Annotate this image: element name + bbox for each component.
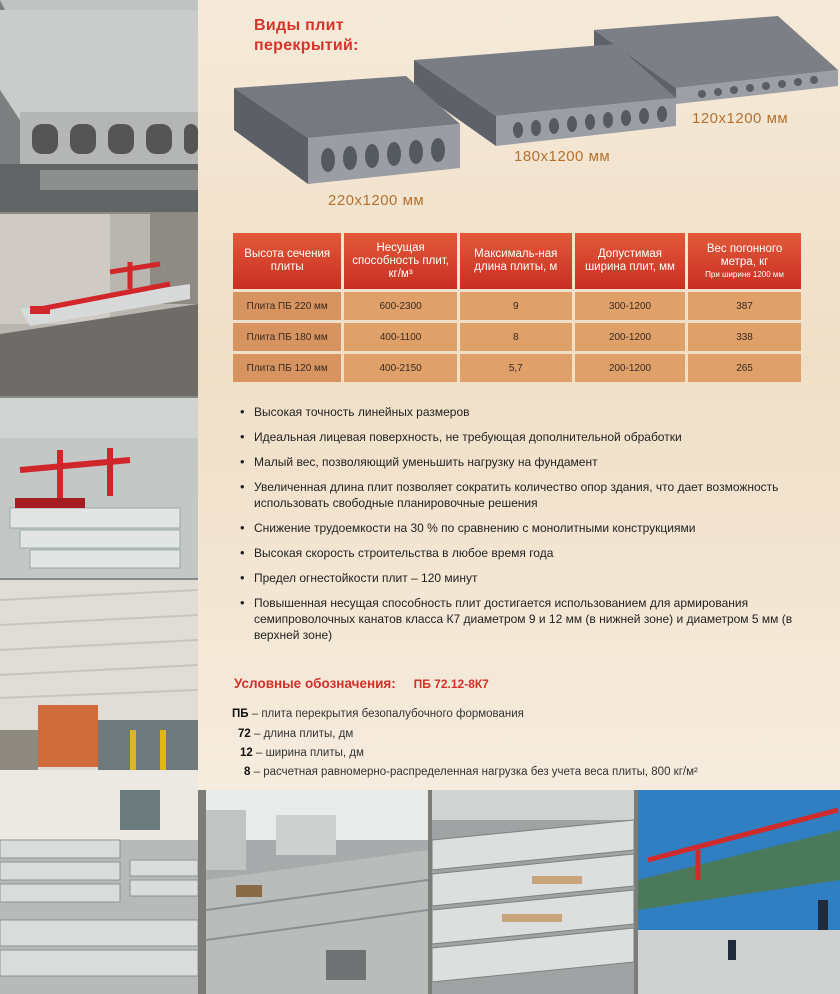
- list-item: • Идеальная лицевая поверхность, не требующая дополнительной обработки: [240, 429, 820, 445]
- photo-slab-stacks-yard: [0, 770, 198, 994]
- table-row: [233, 292, 801, 320]
- main-content: [198, 0, 840, 790]
- legend-heading: [234, 676, 489, 691]
- cell-length: 8: [460, 323, 572, 351]
- legend-text: – расчетная равномерно-распределенная нагрузка без учета веса плиты, 800 кг/м²: [250, 766, 698, 778]
- slab-label-220: 220x1200 мм: [328, 192, 425, 209]
- legend-item: [240, 747, 364, 759]
- cell-length: 9: [460, 292, 572, 320]
- table-row: [233, 354, 801, 382]
- title-line-1: Виды плит: [254, 17, 344, 34]
- cell-width: 200-1200: [575, 354, 685, 382]
- cell-weight: 265: [688, 354, 801, 382]
- spec-table: [230, 230, 804, 385]
- cell-name: Плита ПБ 120 мм: [233, 354, 341, 382]
- col-header-weight-label: Вес погонного метра, кг: [706, 242, 783, 268]
- list-item: • Снижение трудоемкости на 30 % по сравнению с монолитными конструкциями: [240, 520, 820, 536]
- cell-name: Плита ПБ 180 мм: [233, 323, 341, 351]
- photo-ceiling-interior: [0, 580, 198, 790]
- legend-text: – плита перекрытия безопалубочного формования: [248, 708, 524, 720]
- photo-crane-lift: [638, 790, 840, 994]
- bottom-photo-strip: [198, 790, 840, 994]
- list-item: • Повышенная несущая способность плит достигается использованием для армирования семипроволочных канатов класса К7 диаметром 9 и 12 мм (в нижней зоне) и диаметром 5 мм (в верхней зоне): [240, 595, 820, 643]
- legend-key: 12: [240, 747, 253, 759]
- col-header-weight-note: При ширине 1200 мм: [705, 269, 784, 279]
- cell-length: 5,7: [460, 354, 572, 382]
- col-header-weight: [688, 233, 801, 289]
- cell-width: 300-1200: [575, 292, 685, 320]
- photo-red-clamp: [0, 398, 198, 578]
- legend-key: 72: [238, 728, 251, 740]
- photo-slab-closeup: [0, 0, 198, 212]
- legend-text: – длина плиты, дм: [250, 728, 354, 740]
- photo-lifting-rig: [0, 214, 198, 396]
- legend-item: [238, 728, 353, 740]
- cell-capacity: 600-2300: [344, 292, 456, 320]
- legend-title: Условные обозначения:: [234, 676, 396, 691]
- list-item: • Высокая скорость строительства в любое время года: [240, 545, 820, 561]
- cell-weight: 338: [688, 323, 801, 351]
- list-item: • Предел огнестойкости плит – 120 минут: [240, 570, 820, 586]
- legend-item: [232, 708, 524, 720]
- table-row: [233, 323, 801, 351]
- legend-key: 8: [244, 766, 251, 778]
- col-header-capacity: Несущая способность плит, кг/м³: [344, 233, 456, 289]
- cell-width: 200-1200: [575, 323, 685, 351]
- legend-key: ПБ: [232, 708, 249, 720]
- photo-slab-stack-closeup: [432, 790, 634, 994]
- col-header-length: Максималь-ная длина плиты, м: [460, 233, 572, 289]
- legend-item: [244, 766, 698, 778]
- left-photo-column: [0, 0, 198, 994]
- legend-text: – ширина плиты, дм: [252, 747, 364, 759]
- cell-capacity: 400-1100: [344, 323, 456, 351]
- slab-label-180: 180x1200 мм: [514, 148, 611, 165]
- col-header-height: Высота сечения плиты: [233, 233, 341, 289]
- title-line-2: перекрытий:: [254, 37, 359, 54]
- col-header-width: Допустимая ширина плит, мм: [575, 233, 685, 289]
- spec-table-header-row: [233, 233, 801, 289]
- slab-label-120: 120x1200 мм: [692, 110, 789, 127]
- list-item: • Высокая точность линейных размеров: [240, 404, 820, 420]
- feature-list: [240, 404, 820, 652]
- legend-code: ПБ 72.12-8К7: [413, 677, 489, 691]
- list-item: • Малый вес, позволяющий уменьшить нагрузку на фундамент: [240, 454, 820, 470]
- photo-slab-installation: [206, 790, 428, 994]
- list-item: • Увеличенная длина плит позволяет сократить количество опор здания, что дает возможность использовать свободные планировочные решения: [240, 479, 820, 511]
- cell-name: Плита ПБ 220 мм: [233, 292, 341, 320]
- cell-weight: 387: [688, 292, 801, 320]
- cell-capacity: 400-2150: [344, 354, 456, 382]
